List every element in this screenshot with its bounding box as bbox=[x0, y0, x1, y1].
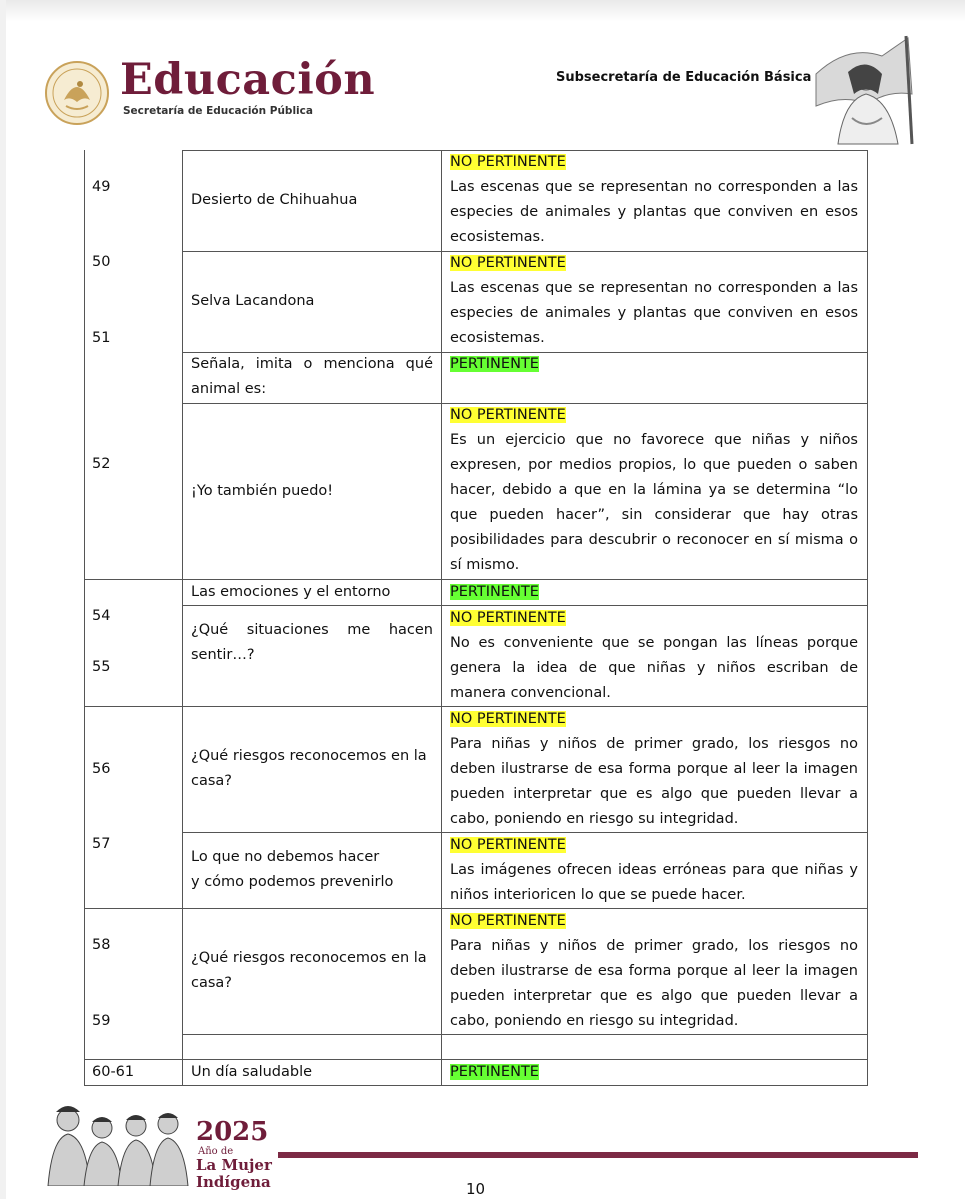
page-number-cell: 60-61 bbox=[92, 1064, 135, 1080]
verdict-cell bbox=[450, 833, 858, 908]
page-number-cell: 52 bbox=[92, 456, 111, 472]
year-text: 2025 bbox=[196, 1117, 269, 1147]
activity-cell: Un día saludable bbox=[191, 1064, 313, 1080]
brand-subtitle: Secretaría de Educación Pública bbox=[123, 105, 313, 117]
page-number: 10 bbox=[466, 1180, 486, 1198]
status-badge: NO PERTINENTE bbox=[450, 255, 566, 271]
indigenous-women-illustration-icon bbox=[40, 1098, 190, 1186]
status-badge: NO PERTINENTE bbox=[450, 837, 566, 853]
page-number-cell: 49 bbox=[92, 179, 111, 195]
verdict-cell bbox=[450, 150, 858, 250]
status-badge: PERTINENTE bbox=[450, 356, 539, 372]
activity-cell: ¿Qué riesgos reconocemos en la casa? bbox=[191, 950, 427, 991]
year-caption-line: La Mujer bbox=[196, 1156, 272, 1174]
status-badge: PERTINENTE bbox=[450, 584, 539, 600]
status-badge: PERTINENTE bbox=[450, 1064, 539, 1080]
verdict-note: Es un ejercicio que no favorece que niñas y niños expresen, por medios propios, lo que pueden o saben hacer, debido a que en la lámina ya se determina “lo que pueden hacer”, sin considerar que hay otras posibilidades para descubrir o reconocer en sí misma o sí mismo. bbox=[450, 432, 858, 573]
activity-cell: Selva Lacandona bbox=[191, 293, 315, 309]
verdict-cell bbox=[450, 403, 858, 578]
page-top-shadow bbox=[0, 0, 965, 22]
year-logo bbox=[196, 1118, 272, 1191]
activity-cell: ¿Qué riesgos reconocemos en la casa? bbox=[191, 748, 427, 789]
coat-of-arms-seal-icon bbox=[44, 60, 110, 126]
table-border bbox=[84, 150, 85, 1086]
brand-title: Educación bbox=[120, 55, 376, 105]
verdict-cell bbox=[450, 909, 858, 1034]
page-number-cell: 55 bbox=[92, 659, 111, 675]
verdict-note: Las escenas que se representan no corresponden a las especies de animales y plantas que conviven en esos ecosistemas. bbox=[450, 179, 858, 245]
activity-cell: ¿Qué situaciones me hacen sentir…? bbox=[191, 622, 433, 663]
page-number-cell: 56 bbox=[92, 761, 111, 777]
activity-cell bbox=[191, 845, 433, 895]
year-caption-small: Año de bbox=[198, 1146, 234, 1157]
status-badge: NO PERTINENTE bbox=[450, 407, 566, 423]
verdict-note: Las escenas que se representan no corresponden a las especies de animales y plantas que conviven en esos ecosistemas. bbox=[450, 280, 858, 346]
brand-logo bbox=[120, 55, 376, 117]
activity-line: y cómo podemos prevenirlo bbox=[191, 874, 394, 890]
page-number-cell: 57 bbox=[92, 836, 111, 852]
verdict-cell bbox=[450, 606, 858, 706]
activity-cell: ¡Yo también puedo! bbox=[191, 483, 334, 499]
year-caption-line: Indígena bbox=[196, 1173, 271, 1191]
evaluation-table bbox=[84, 150, 868, 1086]
status-badge: NO PERTINENTE bbox=[450, 610, 566, 626]
activity-cell: Señala, imita o menciona qué animal es: bbox=[191, 356, 433, 397]
page-number-cell: 58 bbox=[92, 937, 111, 953]
column-divider bbox=[441, 150, 442, 1086]
column-divider bbox=[182, 150, 183, 1086]
page-number-cell: 54 bbox=[92, 608, 111, 624]
activity-cell: Desierto de Chihuahua bbox=[191, 192, 358, 208]
page-number-cell: 50 bbox=[92, 254, 111, 270]
status-badge: NO PERTINENTE bbox=[450, 913, 566, 929]
verdict-note: No es conveniente que se pongan las líneas porque genera la idea de que niñas y niños escriban de manera convencional. bbox=[450, 635, 858, 701]
subsecretaria-heading: Subsecretaría de Educación Básica bbox=[556, 70, 812, 85]
page-number-cell: 51 bbox=[92, 330, 111, 346]
verdict-cell bbox=[450, 707, 858, 832]
verdict-note: Para niñas y niños de primer grado, los riesgos no deben ilustrarse de esa forma porque al leer la imagen pueden interpretar que es algo que pueden llevar a cabo, poniendo en riesgo su integridad. bbox=[450, 938, 858, 1029]
row-divider bbox=[182, 1034, 868, 1035]
woman-with-flag-icon bbox=[808, 34, 920, 146]
verdict-cell bbox=[450, 1060, 858, 1085]
table-border bbox=[84, 1085, 868, 1086]
verdict-cell bbox=[450, 580, 858, 605]
verdict-cell bbox=[450, 251, 858, 351]
page-left-edge bbox=[0, 0, 6, 1199]
footer-bar bbox=[278, 1152, 918, 1158]
activity-line: Lo que no debemos hacer bbox=[191, 849, 380, 865]
status-badge: NO PERTINENTE bbox=[450, 711, 566, 727]
status-badge: NO PERTINENTE bbox=[450, 154, 566, 170]
activity-cell: Las emociones y el entorno bbox=[191, 584, 391, 600]
page-number-cell: 59 bbox=[92, 1013, 111, 1029]
table-border bbox=[867, 150, 868, 1086]
verdict-note: Las imágenes ofrecen ideas erróneas para que niñas y niños interioricen lo que se puede hacer. bbox=[450, 862, 858, 903]
verdict-note: Para niñas y niños de primer grado, los riesgos no deben ilustrarse de esa forma porque al leer la imagen pueden interpretar que es algo que pueden llevar a cabo, poniendo en riesgo su integridad. bbox=[450, 736, 858, 827]
verdict-cell bbox=[450, 352, 858, 377]
